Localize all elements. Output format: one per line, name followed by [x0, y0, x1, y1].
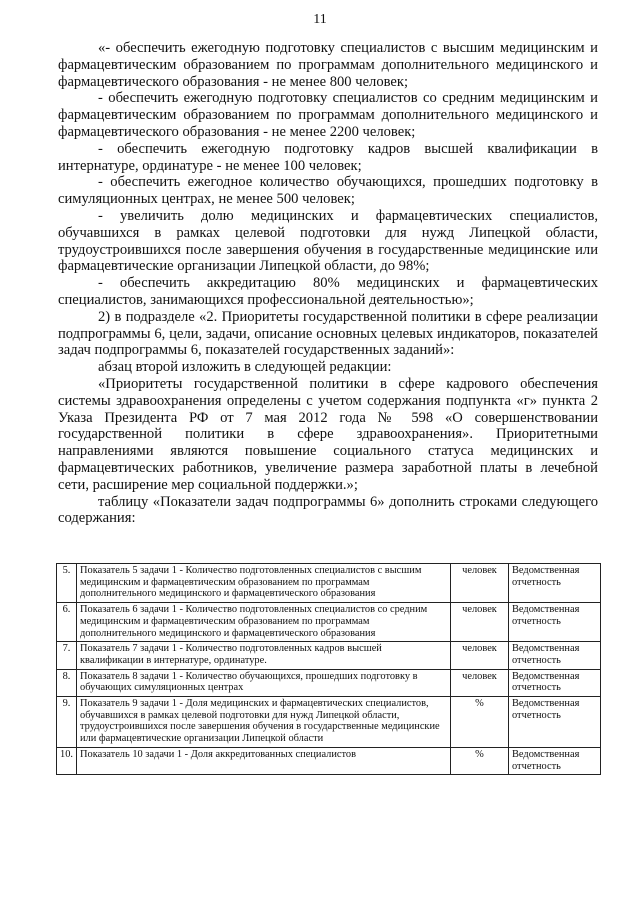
paragraph: - обеспечить ежегодную подготовку специалистов со средним медицинским и фармацевтическим образованием по программам дополнительного медицинского и фармацевтического образования - не менее 2200 человек;: [58, 90, 598, 140]
table-row: [57, 669, 601, 696]
unit-cell: человек: [451, 642, 509, 669]
indicator-text: Показатель 9 задачи 1 - Доля медицинских и фармацевтических специалистов, обучавшихся в рамках целевой подготовки для нужд Липецкой области, трудоустроившихся после завершения обучения в государственные медицинские или фармацевтические организации Липецкой области: [77, 697, 451, 748]
paragraph: «Приоритеты государственной политики в сфере кадрового обеспечения системы здравоохранения определены с учетом содержания подпункта «г» пункта 2 Указа Президента РФ от 7 мая 2012 года № 598 «О совершенствовании государственной политики в сфере здравоохранения». Приоритетными направлениями являются повышение социального статуса медицинских и фармацевтических работников, увеличение размера заработной платы в лечебной сети, расширение мер социальной поддержки.»;: [58, 375, 598, 493]
indicator-text: Показатель 10 задачи 1 - Доля аккредитованных специалистов: [77, 747, 451, 774]
table-row: [57, 697, 601, 748]
row-number: 10.: [57, 747, 77, 774]
paragraph: - обеспечить ежегодную подготовку кадров высшей квалификации в интернатуре, ординатуре - не менее 100 человек;: [58, 140, 598, 174]
source-cell: Ведомственная отчетность: [509, 603, 601, 642]
row-number: 5.: [57, 564, 77, 603]
paragraph: «- обеспечить ежегодную подготовку специалистов с высшим медицинским и фармацевтическим образованием по программам дополнительного медицинского и фармацевтического образования - не менее 800 человек;: [58, 40, 598, 90]
row-number: 9.: [57, 697, 77, 748]
unit-cell: %: [451, 697, 509, 748]
paragraph: абзац второй изложить в следующей редакции:: [98, 359, 392, 376]
unit-cell: %: [451, 747, 509, 774]
source-cell: Ведомственная отчетность: [509, 747, 601, 774]
row-number: 7.: [57, 642, 77, 669]
table-row: [57, 747, 601, 774]
source-cell: Ведомственная отчетность: [509, 697, 601, 748]
table-row: [57, 564, 601, 603]
paragraph: таблицу «Показатели задач подпрограммы 6» дополнить строками следующего содержания:: [58, 493, 598, 527]
source-cell: Ведомственная отчетность: [509, 669, 601, 696]
row-number: 8.: [57, 669, 77, 696]
paragraph: 2) в подразделе «2. Приоритеты государственной политики в сфере реализации подпрограммы 6, цели, задачи, описание основных целевых индикаторов, показателей задач подпрограммы 6, показателей государственных заданий»:: [58, 308, 598, 359]
indicator-text: Показатель 6 задачи 1 - Количество подготовленных специалистов со средним медицинским и фармацевтическим образованием по программам дополнительного медицинского и фармацевтического образования: [77, 603, 451, 642]
paragraph: - обеспечить аккредитацию 80% медицинских и фармацевтических специалистов, занимающихся профессиональной деятельностью»;: [58, 275, 598, 308]
paragraph: - увеличить долю медицинских и фармацевтических специалистов, обучавшихся в рамках целевой подготовки для нужд Липецкой области, трудоустроившихся после завершения обучения в государственные медицинские или фармацевтические организации Липецкой области, до 98%;: [58, 207, 598, 275]
row-number: 6.: [57, 603, 77, 642]
indicator-text: Показатель 5 задачи 1 - Количество подготовленных специалистов с высшим медицинским и фармацевтическим образованием по программам дополнительного медицинского и фармацевтического образования: [77, 564, 451, 603]
document-body: [58, 40, 598, 527]
table-row: [57, 642, 601, 669]
source-cell: Ведомственная отчетность: [509, 564, 601, 603]
indicator-text: Показатель 7 задачи 1 - Количество подготовленных кадров высшей квалификации в интернатуре, ординатуре.: [77, 642, 451, 669]
table-row: [57, 603, 601, 642]
unit-cell: человек: [451, 603, 509, 642]
paragraph: - обеспечить ежегодное количество обучающихся, прошедших подготовку в симуляционных центрах, не менее 500 человек;: [58, 174, 598, 208]
indicators-table: [56, 563, 601, 775]
unit-cell: человек: [451, 669, 509, 696]
unit-cell: человек: [451, 564, 509, 603]
source-cell: Ведомственная отчетность: [509, 642, 601, 669]
indicator-text: Показатель 8 задачи 1 - Количество обучающихся, прошедших подготовку в обучающих симуляционных центрах: [77, 669, 451, 696]
page-number: 11: [313, 12, 327, 27]
